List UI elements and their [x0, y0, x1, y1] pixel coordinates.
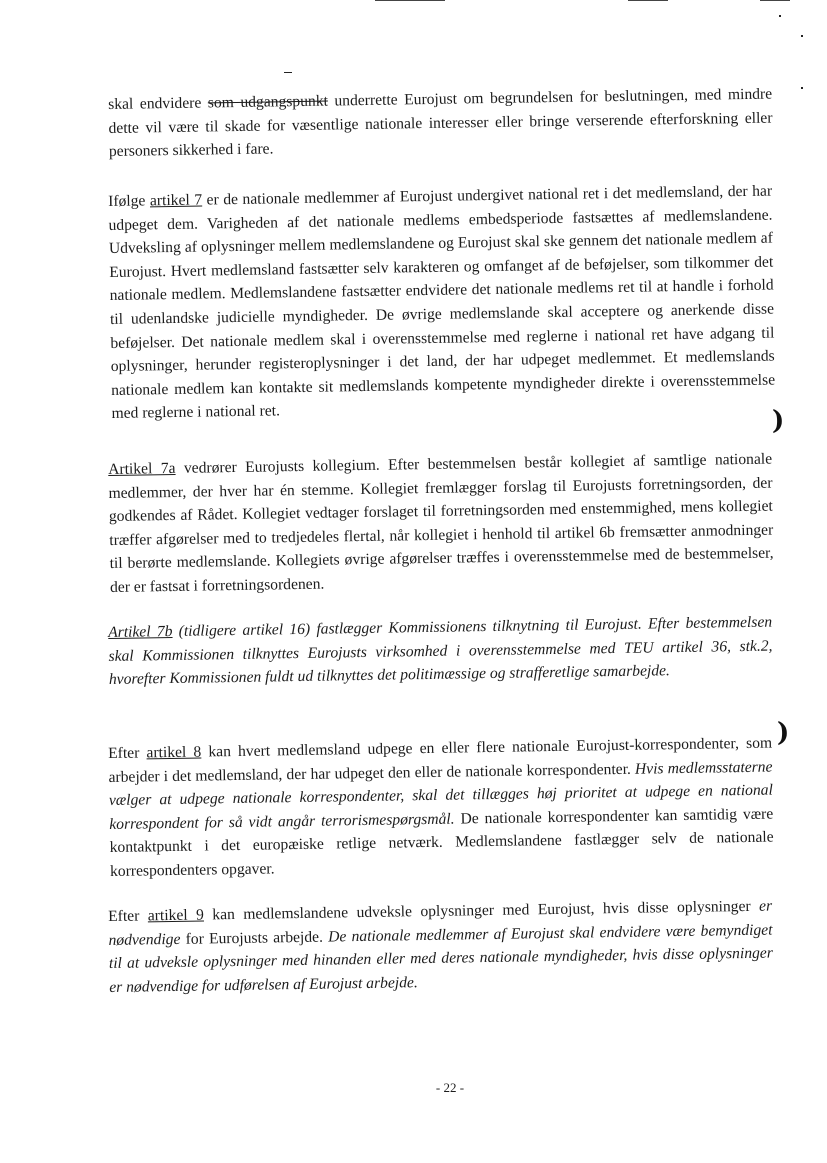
scan-speck: [779, 15, 781, 17]
text-run: for Eurojusts arbejde.: [180, 928, 329, 948]
paragraph-4: [108, 611, 773, 692]
text-run: Ifølge: [108, 192, 151, 210]
scan-speck: [801, 35, 803, 37]
page-number: - 22 -: [435, 1080, 465, 1095]
text-run: De nationale medlemmer af Eurojust skal endvidere være bemyndiget til at udveksle oplysninger med hinanden eller med deres nationale myndigheder, hvis disse oplysninger er nødvendige for udførelsen af Eurojust arbejde.: [108, 921, 773, 996]
text-run: Efter: [108, 907, 148, 925]
scan-artifact-line: [375, 0, 445, 1]
text-run: Artikel 7b: [108, 622, 173, 641]
text-run: kan hvert medlemsland udpege en eller flere nationale Eurojust-korrespondenter, som arbejder i det medlemsland, der har udpeget den eller de nationale korrespondenter.: [108, 734, 773, 786]
scan-speck: [801, 87, 803, 89]
text-run: er de nationale medlemmer af Eurojust undergivet national ret i det medlemsland, der har udpeget dem. Varigheden af det nationale medlems embedsperiode fastsættes af medlemslandene. Udveksling af oplysninger mellem medlemslandene og Eurojust skal ske gennem det nationale medlem af Eurojust. Hvert medlemsland fastsætter selv karakteren og omfanget af de beføjelser, som tilkommer det nationale medlem. Medlemslandene fastsætter endvidere det nationale medlems ret til at handle i forhold til udenlandske judicielle myndigheder. De øvrige medlemslande skal acceptere og anerkende disse beføjelser. Det nationale medlem skal i overensstemmelse med reglerne i national ret have adgang til oplysninger, herunder registeroplysninger i det land, der har udpeget medlemmet. Et medlemslands nationale medlem kan kontakte sit medlemslands kompetente myndigheder direkte i overensstemmelse med reglerne i national ret.: [108, 182, 776, 423]
text-run: kan medlemslandene udveksle oplysninger med Eurojust, hvis disse oplysninger: [203, 897, 760, 924]
scan-artifact-line: [628, 0, 668, 1]
text-run: artikel 8: [146, 743, 202, 762]
scan-artifact-line: [760, 0, 790, 1]
text-run: som udgangspunkt: [207, 92, 329, 112]
paragraph-5: [108, 732, 774, 884]
scan-speck: [284, 72, 292, 73]
text-run: (tidligere artikel 16) fastlægger Kommissionens tilknytning til Eurojust. Efter bestemmelsen skal Kommissionen tilknyttes Eurojusts virksomhed i overensstemmelse med TEU artikel 36, stk.2, hvorefter Kommissionen fuldt ud tilknyttes det politimæssige og strafferetlige samarbejde.: [108, 613, 773, 689]
paragraph-6: [108, 895, 773, 1000]
text-run: artikel 7: [149, 191, 203, 210]
text-run: underrette Eurojust om begrundelsen for beslutningen, med mindre dette vil være til skade for væsentlige nationale interesser eller bringe verserende efterforskning eller personers sikkerhed i fare.: [108, 85, 773, 161]
text-run: er nødvendige: [108, 897, 773, 949]
text-run: Artikel 7a: [108, 459, 176, 478]
text-run: Hvis medlemsstaterne vælger at udpege nationale korrespondenter, skal det tillægges høj prioritet at udpege en national korrespondent for så vidt angår terrorismespørgsmål.: [108, 758, 773, 833]
paragraph-2: [108, 180, 776, 426]
text-run: Efter: [108, 744, 147, 762]
text-run: vedrører Eurojusts kollegium. Efter bestemmelsen består kollegiet af samtlige nationale medlemmer, der hver har én stemme. Kollegiet fremlægger forslag til Eurojusts forretningsorden, der godkendes af Rådet. Kollegiet vedtager forslaget til forretningsorden med enstemmighed, mens kollegiet træffer afgørelser med to tredjedeles flertal, når kollegiet i henhold til artikel 6b fremsætter anmodninger til berørte medlemslande. Kollegiets øvrige afgørelser træffes i overensstemmelse med de bestemmelser, der er fastsat i forretningsordenen.: [108, 450, 774, 596]
text-run: De nationale korrespondenter kan samtidig være kontaktpunkt i det europæiske retlige netværk. Medlemslandene fastlægger selv de nationale korrespondenters opgaver.: [109, 805, 774, 880]
text-run: artikel 9: [147, 906, 205, 925]
margin-bracket-mark: ): [772, 406, 785, 436]
paragraph-3: [108, 448, 774, 600]
margin-bracket-mark: ): [777, 718, 790, 748]
paragraph-1: [108, 83, 773, 164]
text-run: skal endvidere: [108, 94, 208, 113]
